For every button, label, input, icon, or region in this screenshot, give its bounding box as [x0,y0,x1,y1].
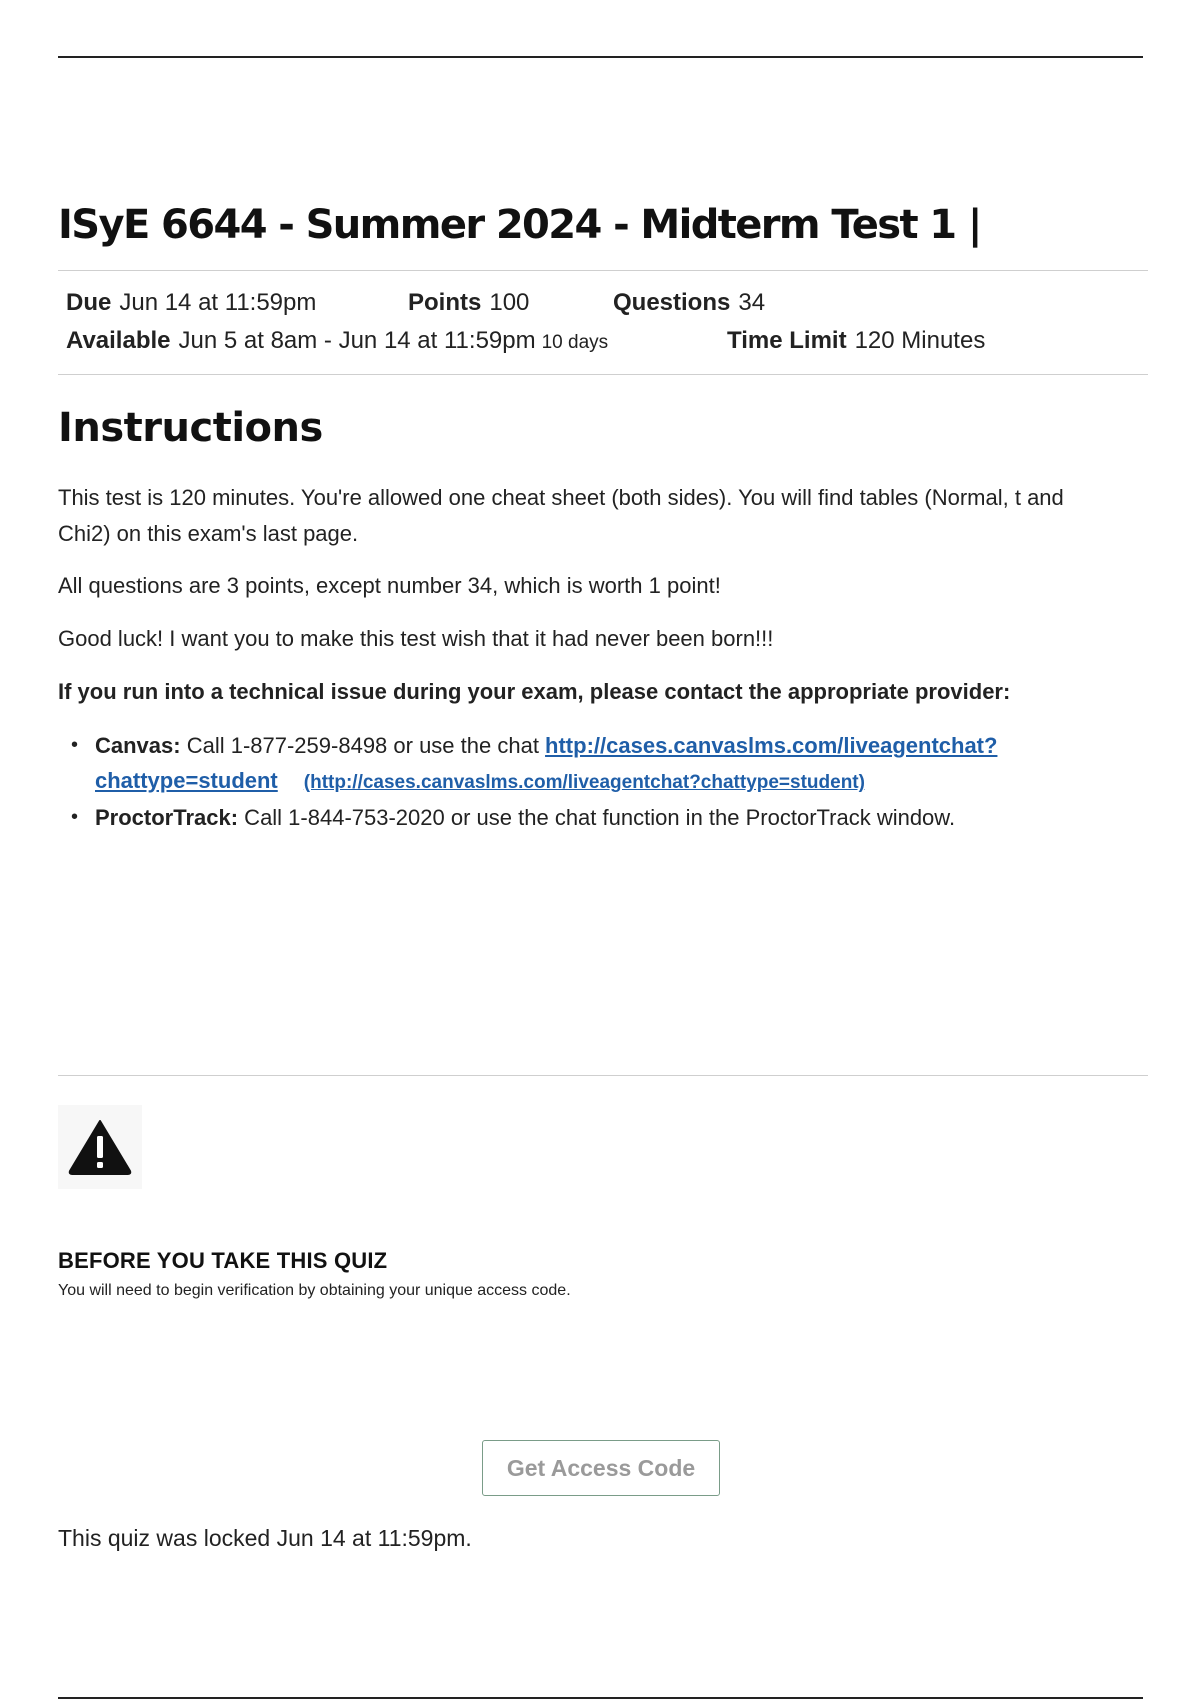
quiz-locked-message: This quiz was locked Jun 14 at 11:59pm. [58,1525,472,1551]
canvas-chat-link-note[interactable]: (http://cases.canvaslms.com/liveagentchat?chattype=student) [303,772,865,793]
available-duration: 10 days [541,332,609,353]
bottom-page-rule [58,1697,1143,1699]
instructions-paragraph-4: If you run into a technical issue during your exam, please contact the appropriate provider: [58,679,1011,704]
before-quiz-heading: BEFORE YOU TAKE THIS QUIZ [58,1248,388,1273]
questions-value: 34 [738,289,766,316]
warning-triangle-icon [67,1118,133,1176]
points-value: 100 [489,289,530,316]
due-field [66,289,316,317]
instructions-paragraph-2: All questions are 3 points, except number 34, which is worth 1 point! [58,573,721,598]
available-value: Jun 5 at 8am - Jun 14 at 11:59pm [178,327,536,354]
instructions-paragraph-3: Good luck! I want you to make this test wish that it had never been born!!! [58,626,774,651]
top-page-rule [58,56,1143,58]
available-field [66,327,608,355]
provider-canvas-text: Call 1-877-259-8498 or use the chat [180,733,546,758]
meta-divider [58,374,1148,375]
before-quiz-note: You will need to begin verification by obtaining your unique access code. [58,1282,571,1299]
available-label: Available [66,327,171,354]
provider-canvas [95,728,1115,800]
points-field [408,289,529,317]
get-access-code-button[interactable]: Get Access Code [482,1440,720,1496]
provider-canvas-name: Canvas: [95,733,181,758]
due-label: Due [66,289,112,316]
time-limit-value: 120 Minutes [854,327,986,354]
title-divider [58,270,1148,271]
time-limit-label: Time Limit [727,327,847,354]
provider-proctortrack-text: Call 1-844-753-2020 or use the chat function in the ProctorTrack window. [238,805,956,830]
provider-proctortrack-name: ProctorTrack: [95,805,239,830]
due-value: Jun 14 at 11:59pm [119,289,317,316]
instructions-heading: Instructions [58,405,323,451]
warning-icon-box [58,1105,142,1189]
time-limit-field [727,327,985,355]
canvas-chat-link[interactable]: http://cases.canvaslms.com/liveagentchat?chattype=student [95,733,998,793]
points-label: Points [408,289,482,316]
questions-field [613,289,765,317]
page-title: ISyE 6644 - Summer 2024 - Midterm Test 1 | [58,202,981,248]
provider-proctortrack [95,800,1115,835]
section-divider [58,1075,1148,1076]
support-provider-list [58,728,1115,835]
questions-label: Questions [613,289,731,316]
instructions-paragraph-1: This test is 120 minutes. You're allowed one cheat sheet (both sides). You will find tables (Normal, t and Chi2) on this exam's last page. [58,485,1064,546]
